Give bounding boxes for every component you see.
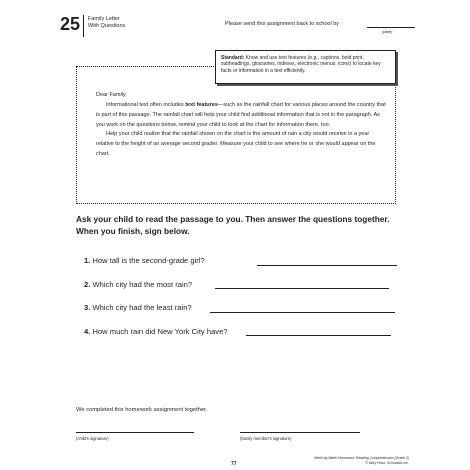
- question-number: 1.: [84, 256, 91, 265]
- family-letter: [96, 91, 386, 159]
- question-text: Which city had the most rain?: [92, 279, 193, 289]
- answer-line-2[interactable]: [215, 288, 389, 289]
- letter-paragraph-2: Help your child realize that the rainfall shown on the chart is the amount of rain a city would receive in a year relative to the height of an average second grader. Measure your child to see where he or she would appear on the chart.: [96, 131, 376, 157]
- standard-text: Know and use text features (e.g., captions, bold print, subheadings, glossaries, indexes, electronic menus, icons) to locate key facts or information in a text efficiently.: [221, 55, 381, 74]
- letter-greeting: Dear Family,: [96, 92, 127, 98]
- question-list: [84, 256, 404, 350]
- return-date-line[interactable]: [367, 27, 415, 28]
- answer-line-4[interactable]: [246, 335, 391, 336]
- question-4: [84, 327, 404, 351]
- credit-line-2: © Mary Rose, Scholastic Inc.: [365, 460, 409, 465]
- letter-p1-bold: text features: [185, 102, 218, 109]
- question-number: 4.: [84, 326, 91, 336]
- answer-line-3[interactable]: [210, 312, 395, 313]
- letter-p1-end: —such as the rainfall chart for various places around the country that is part of this passage. The rainfall chart will help your child find additional information that is not in the paragraph. As you work on the questions below, remind your child to look at the chart for information there, too.: [96, 102, 386, 128]
- footer-page-number: 77: [231, 461, 237, 467]
- standard-callout: [215, 50, 396, 84]
- question-text: How tall is the second-grade girl?: [92, 256, 205, 265]
- header-divider: [83, 15, 84, 37]
- section-label: [88, 16, 125, 30]
- return-instruction: Please send this assignment back to school by: [225, 21, 340, 27]
- credit-line-1: Week-by-Week Homework: Reading Comprehension (Grade 2): [313, 456, 409, 460]
- question-text: How much rain did New York City have?: [92, 326, 228, 336]
- child-signature-label: (child's signature): [76, 436, 109, 441]
- child-signature-line[interactable]: [76, 432, 194, 433]
- standard-label: Standard:: [221, 55, 245, 61]
- section-label-line1: Family Letter: [88, 16, 120, 22]
- page-header: [60, 15, 420, 37]
- question-2: [84, 280, 404, 304]
- question-3: [84, 303, 404, 327]
- question-number: 2.: [84, 279, 91, 289]
- section-label-line2: With Questions: [88, 23, 126, 29]
- question-text: Which city had the least rain?: [92, 303, 192, 312]
- instructions-heading: Ask your child to read the passage to you. Then answer the questions together. When you finish, sign below.: [76, 214, 390, 236]
- question-number: 3.: [84, 303, 91, 312]
- footer-credits: [314, 456, 409, 465]
- letter-paragraph-1: [96, 101, 386, 130]
- question-1: [84, 256, 404, 280]
- completion-statement: We completed this homework assignment together.: [76, 407, 208, 413]
- family-signature-label: (family member's signature): [240, 436, 292, 441]
- answer-line-1[interactable]: [257, 265, 397, 266]
- family-signature-line[interactable]: [240, 432, 360, 433]
- assignment-number: 25: [60, 14, 81, 34]
- date-label: (date): [382, 29, 393, 34]
- letter-p1-start: Informational text often includes: [106, 102, 186, 109]
